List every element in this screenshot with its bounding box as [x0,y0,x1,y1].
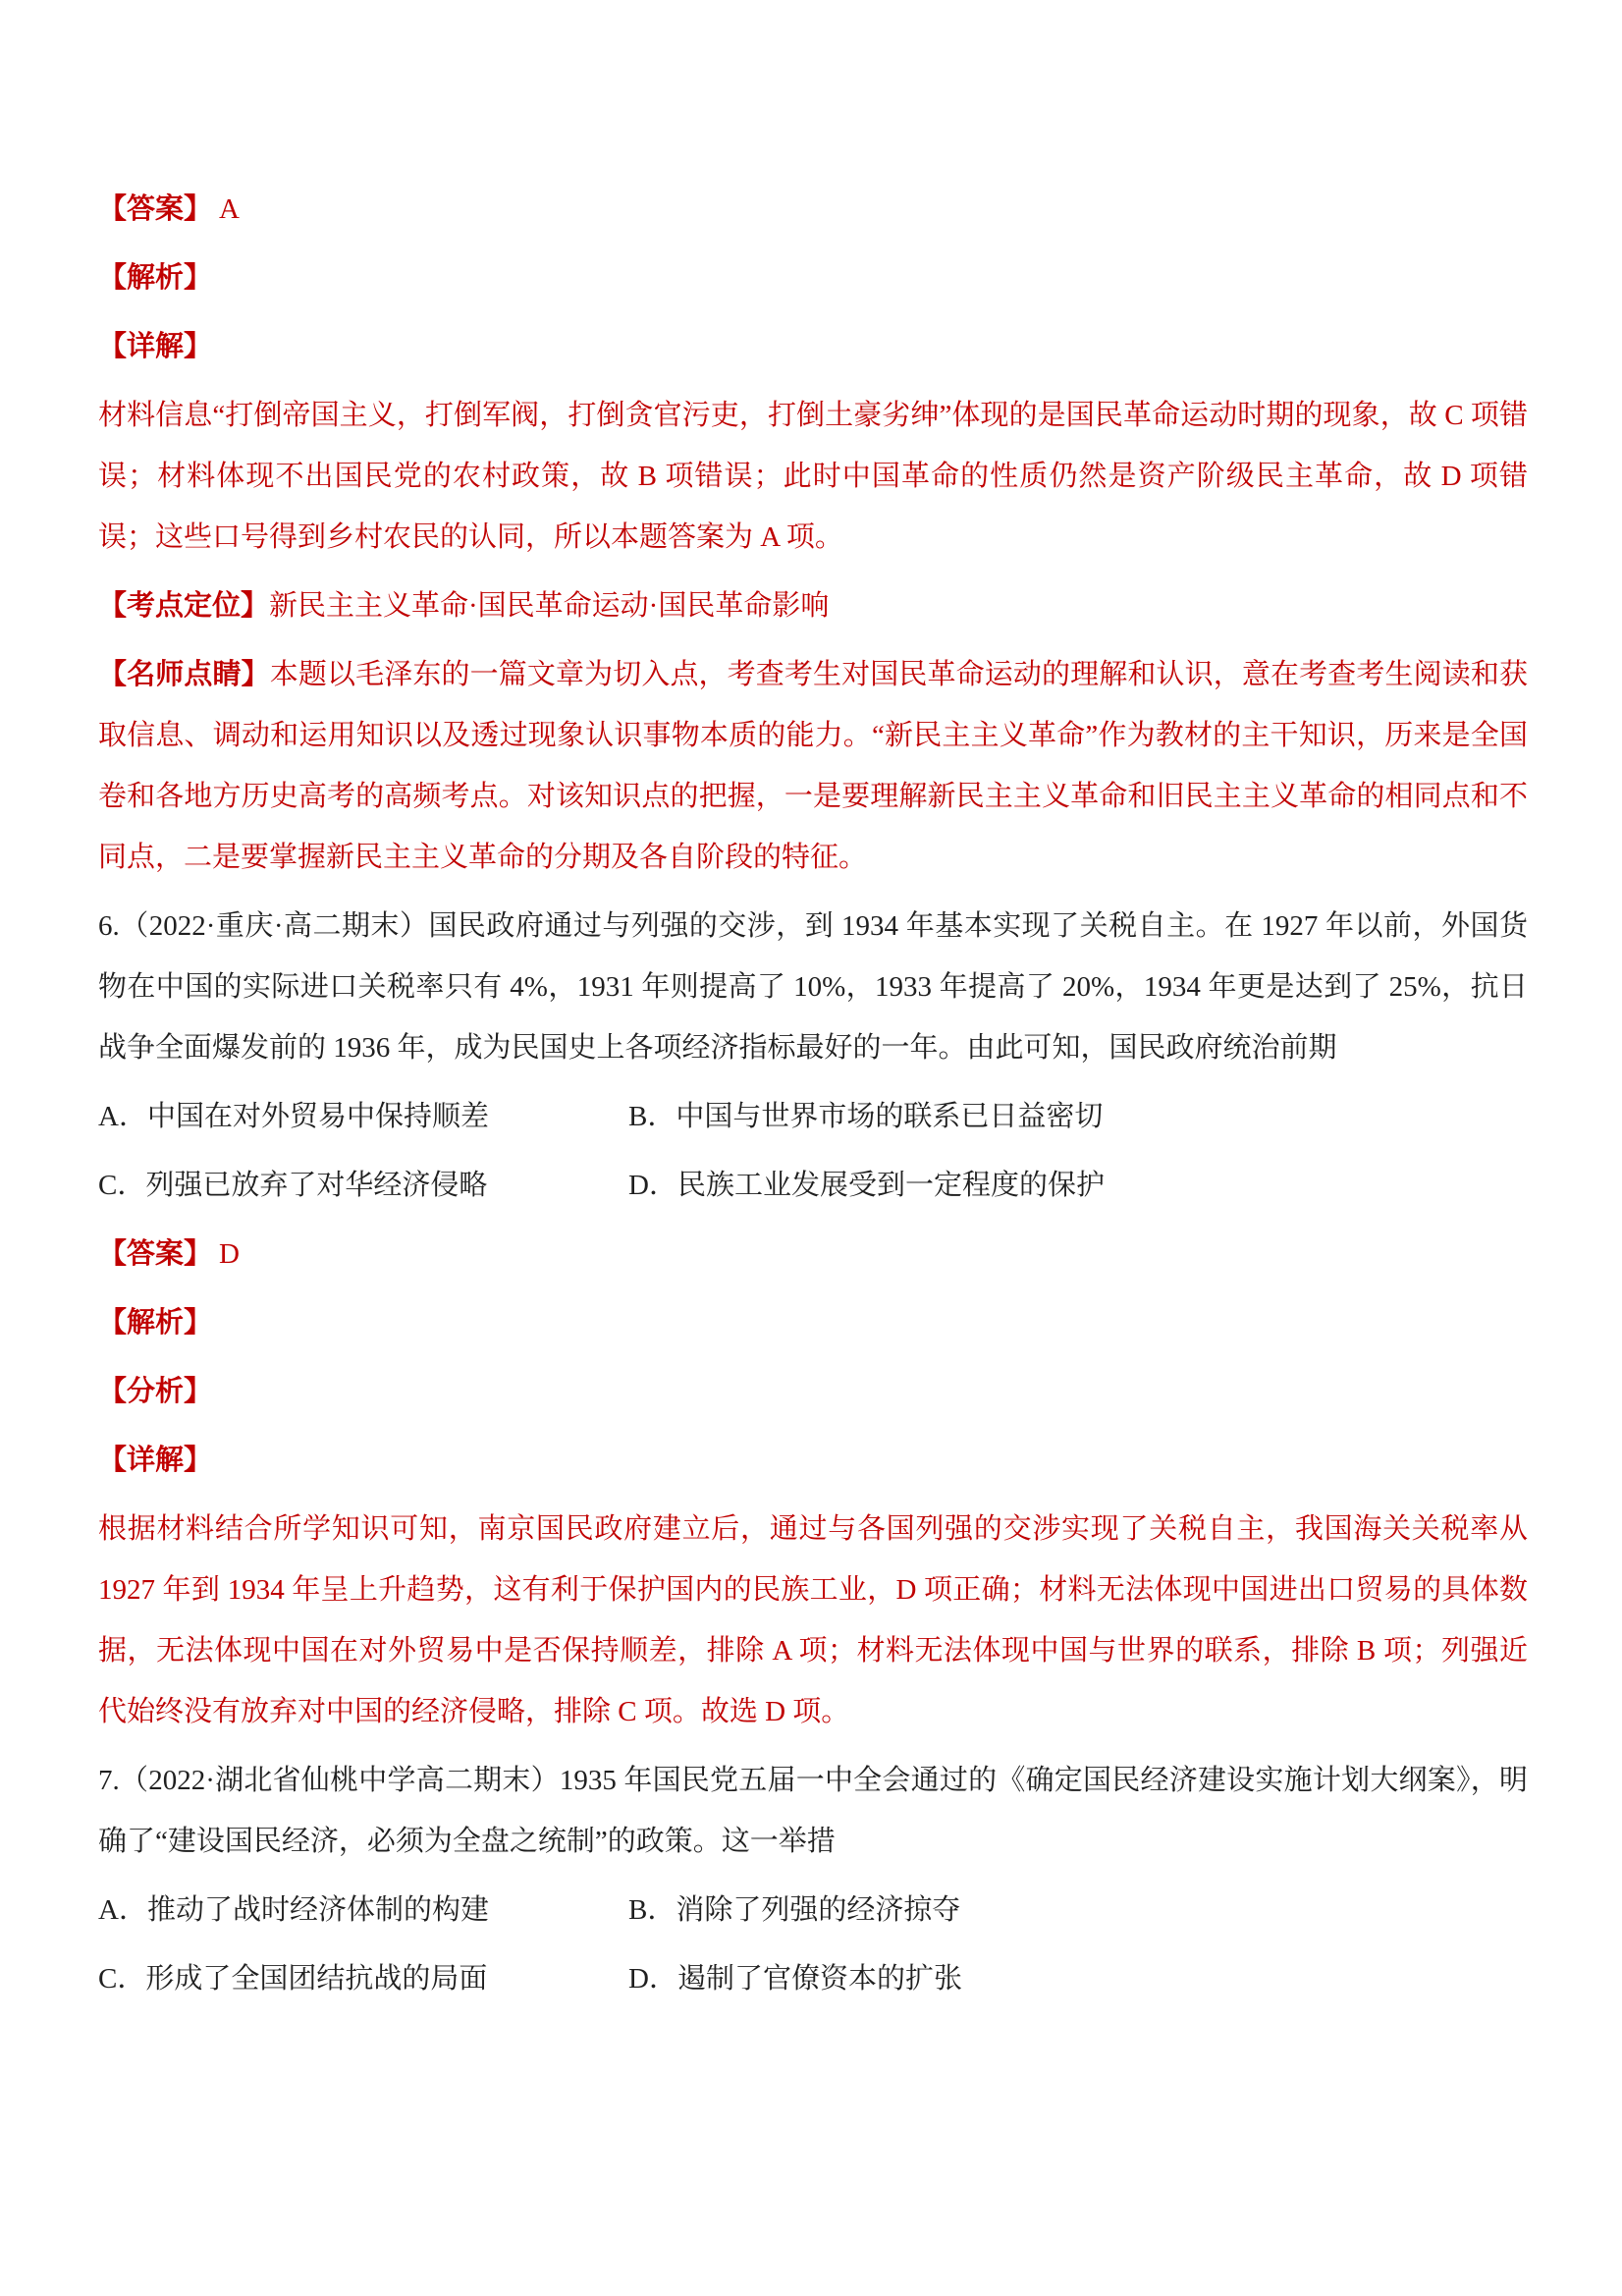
option-label: D． [628,1170,677,1201]
question-7-option-c [98,1948,628,2009]
exam-point-line [98,575,1528,636]
option-label: C． [98,1963,146,1995]
option-text: 中国在对外贸易中保持顺差 [146,1101,489,1132]
option-label: A． [98,1101,147,1132]
teacher-tip-label: 【名师点睛】 [98,659,270,690]
question-6-option-d [628,1155,1105,1216]
option-text: 消除了列强的经济掠夺 [676,1894,961,1926]
option-text: 中国与世界市场的联系已日益密切 [676,1101,1104,1132]
question-7-source: （2022·湖北省仙桃中学高二期末） [119,1765,560,1796]
option-label: A． [98,1894,147,1926]
exam-point-label: 【考点定位】 [98,590,270,622]
question-6-source: （2022·重庆·高二期末） [119,910,429,942]
analysis-line-q6 [98,1292,1528,1353]
question-7-text: 1935 年国民党五届一中全会通过的《确定国民经济建设实施计划大纲案》，明确了“建设国民经济，必须为全盘之统制”的政策。这一举措 [98,1765,1528,1857]
option-text: 推动了战时经济体制的构建 [146,1894,489,1926]
answer-value: D [219,1238,240,1270]
detail-paragraph-q6: 根据材料结合所学知识可知，南京国民政府建立后，通过与各国列强的交涉实现了关税自主，我国海关关税率从 1927 年到 1934 年呈上升趋势，这有利于保护国内的民族工业，D 项正确；材料无法体现中国进出口贸易的具体数据，无法体现中国在对外贸易中是否保持顺差，排除 A 项；材料无法体现中国与世界的联系，排除 B 项；列强近代始终没有放弃对中国的经济侵略，排除 C 项。故选 D 项。 [98,1513,1528,1727]
question-6-option-a [98,1086,628,1147]
answer-line-q6 [98,1224,1528,1285]
option-text: 遏制了官僚资本的扩张 [676,1963,962,1995]
question-6-option-c [98,1155,628,1216]
teacher-tip-text: 本题以毛泽东的一篇文章为切入点，考查考生对国民革命运动的理解和认识，意在考查考生阅读和获取信息、调动和运用知识以及透过现象认识事物本质的能力。“新民主主义革命”作为教材的主干知识，历来是全国卷和各地方历史高考的高频考点。对该知识点的把握，一是要理解新民主主义革命和旧民主主义革命的相同点和不同点，二是要掌握新民主主义革命的分期及各自阶段的特征。 [98,659,1528,873]
detail-line [98,316,1528,377]
detail-line-q6 [98,1430,1528,1491]
question-7-option-a [98,1880,628,1941]
analysis-line [98,247,1528,308]
option-text: 形成了全国团结抗战的局面 [145,1963,488,1995]
detail-paragraph: 材料信息“打倒帝国主义，打倒军阀，打倒贪官污吏，打倒土豪劣绅”体现的是国民革命运动时期的现象，故 C 项错误；材料体现不出国民党的农村政策，故 B 项错误；此时中国革命的性质仍然是资产阶级民主革命，故 D 项错误；这些口号得到乡村农民的认同，所以本题答案为 A 项。 [98,400,1528,553]
fenxi-label: 【分析】 [98,1376,213,1407]
question-6-number: 6. [98,910,120,942]
exam-point-text: 新民主主义革命·国民革命运动·国民革命影响 [269,590,830,622]
detail-label: 【详解】 [98,331,213,362]
answer-label: 【答案】 [98,193,213,225]
fenxi-line-q6 [98,1361,1528,1422]
option-text: 列强已放弃了对华经济侵略 [145,1170,488,1201]
option-label: D． [628,1963,677,1995]
question-7-options-row-2 [98,1948,1528,2009]
option-label: C． [98,1170,146,1201]
question-7-number: 7. [98,1765,120,1796]
teacher-tip-paragraph [98,644,1528,888]
question-6-options-row-2 [98,1155,1528,1216]
analysis-label: 【解析】 [98,1307,213,1339]
option-label: B． [628,1101,676,1132]
answer-label: 【答案】 [98,1238,213,1270]
detail-label: 【详解】 [98,1445,213,1476]
analysis-label: 【解析】 [98,262,213,294]
option-label: B． [628,1894,676,1926]
question-6-options-row-1 [98,1086,1528,1147]
question-7-option-b [628,1880,960,1941]
question-6-text: 国民政府通过与列强的交涉，到 1934 年基本实现了关税自主。在 1927 年以前，外国货物在中国的实际进口关税率只有 4%，1931 年则提高了 10%，1933 年提高了 20%，1934 年更是达到了 25%，抗日战争全面爆发前的 1936 年，成为民国史上各项经济指标最好的一年。由此可知，国民政府统治前期 [98,910,1528,1064]
option-text: 民族工业发展受到一定程度的保护 [676,1170,1105,1201]
answer-value: A [219,193,240,225]
question-7-option-d [628,1948,962,2009]
question-6-option-b [628,1086,1103,1147]
question-6-stem [98,896,1528,1078]
answer-line [98,179,1528,240]
question-7-options-row-1 [98,1880,1528,1941]
question-7-stem [98,1750,1528,1872]
